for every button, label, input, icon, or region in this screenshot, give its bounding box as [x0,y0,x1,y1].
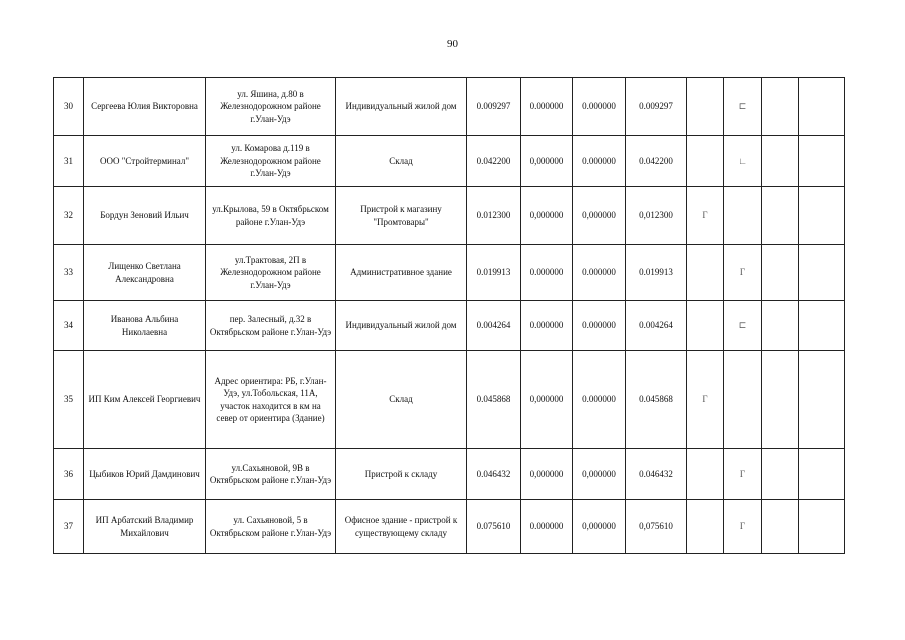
table-row [54,500,845,554]
value-3: 0.000000 [573,351,626,449]
mark-a [687,351,724,449]
value-4: 0.042200 [626,136,687,187]
checkbox-mark-icon: Γ [702,210,708,221]
object-type: Склад [336,136,467,187]
owner-name: Сергеева Юлия Викторовна [84,78,206,136]
mark-b [724,78,762,136]
value-3: 0.000000 [573,136,626,187]
value-2: 0,000000 [521,449,573,500]
empty-cell-1 [762,245,799,301]
object-address: ул.Трактовая, 2П в Железнодорожном районе г.Улан-Удэ [206,245,336,301]
page-number: 90 [447,38,458,50]
value-3: 0.000000 [573,301,626,351]
object-type: Индивидуальный жилой дом [336,301,467,351]
value-2: 0.000000 [521,500,573,554]
table-row [54,136,845,187]
table-row [54,187,845,245]
object-type: Индивидуальный жилой дом [336,78,467,136]
empty-cell-1 [762,449,799,500]
empty-cell-1 [762,351,799,449]
checkbox-mark-icon: ⊏ [738,101,747,112]
value-3: 0.000000 [573,78,626,136]
value-1: 0.045868 [467,351,521,449]
value-4: 0.045868 [626,351,687,449]
mark-a [687,187,724,245]
empty-cell-2 [799,187,845,245]
object-address: Адрес ориентира: РБ, г.Улан-Удэ, ул.Тобольская, 11А, участок находится в км на север от ориентира (Здание) [206,351,336,449]
owner-name: ООО "Стройтерминал" [84,136,206,187]
empty-cell-1 [762,500,799,554]
value-1: 0.019913 [467,245,521,301]
owner-name: Иванова Альбина Николаевна [84,301,206,351]
value-2: 0,000000 [521,351,573,449]
mark-b [724,301,762,351]
mark-a [687,301,724,351]
empty-cell-1 [762,301,799,351]
value-4: 0.009297 [626,78,687,136]
checkbox-mark-icon: Γ [739,521,746,532]
empty-cell-2 [799,301,845,351]
value-4: 0.046432 [626,449,687,500]
value-1: 0.042200 [467,136,521,187]
checkbox-mark-icon: ∟ [738,155,747,166]
object-address: пер. Залесный, д.32 в Октябрьском районе г.Улан-Удэ [206,301,336,351]
row-number: 34 [54,301,84,351]
checkbox-mark-icon: ⊏ [738,320,747,331]
table-row [54,449,845,500]
value-1: 0.009297 [467,78,521,136]
empty-cell-2 [799,500,845,554]
value-3: 0,000000 [573,500,626,554]
value-4: 0,012300 [626,187,687,245]
value-3: 0,000000 [573,187,626,245]
mark-b [724,500,762,554]
value-3: 0,000000 [573,449,626,500]
checkbox-mark-icon: Γ [739,267,746,278]
value-2: 0.000000 [521,301,573,351]
value-4: 0.019913 [626,245,687,301]
empty-cell-1 [762,136,799,187]
value-2: 0,000000 [521,187,573,245]
row-number: 33 [54,245,84,301]
mark-b [724,449,762,500]
empty-cell-1 [762,187,799,245]
empty-cell-2 [799,136,845,187]
value-4: 0,075610 [626,500,687,554]
owner-name: Бордун Зеновий Ильич [84,187,206,245]
value-2: 0.000000 [521,245,573,301]
value-2: 0,000000 [521,136,573,187]
object-address: ул.Крылова, 59 в Октябрьском районе г.Улан-Удэ [206,187,336,245]
object-type: Пристрой к складу [336,449,467,500]
object-type: Пристрой к магазину "Промтовары" [336,187,467,245]
empty-cell-2 [799,449,845,500]
value-1: 0.012300 [467,187,521,245]
table-row [54,245,845,301]
table-row [54,301,845,351]
row-number: 35 [54,351,84,449]
mark-a [687,245,724,301]
table-row [54,78,845,136]
row-number: 36 [54,449,84,500]
object-address: ул. Комарова д.119 в Железнодорожном районе г.Улан-Удэ [206,136,336,187]
mark-b [724,351,762,449]
checkbox-mark-icon: Γ [739,468,746,479]
mark-b [724,136,762,187]
mark-a [687,449,724,500]
row-number: 31 [54,136,84,187]
owner-name: ИП Арбатский Владимир Михайлович [84,500,206,554]
owner-name: ИП Ким Алексей Георгиевич [84,351,206,449]
mark-b [724,245,762,301]
object-address: ул. Яшина, д.80 в Железнодорожном районе г.Улан-Удэ [206,78,336,136]
value-2: 0.000000 [521,78,573,136]
value-4: 0.004264 [626,301,687,351]
empty-cell-2 [799,78,845,136]
mark-a [687,500,724,554]
mark-a [687,136,724,187]
value-1: 0.075610 [467,500,521,554]
owner-name: Цыбиков Юрий Дамдинович [84,449,206,500]
object-address: ул.Сахьяновой, 9В в Октябрьском районе г.Улан-Удэ [206,449,336,500]
empty-cell-2 [799,351,845,449]
row-number: 37 [54,500,84,554]
value-3: 0.000000 [573,245,626,301]
object-type: Офисное здание - пристрой к существующему складу [336,500,467,554]
mark-b [724,187,762,245]
object-type: Административное здание [336,245,467,301]
table-row [54,351,845,449]
value-1: 0.046432 [467,449,521,500]
mark-a [687,78,724,136]
owner-name: Лищенко Светлана Александровна [84,245,206,301]
object-address: ул. Сахьяновой, 5 в Октябрьском районе г.Улан-Удэ [206,500,336,554]
checkbox-mark-icon: Γ [702,394,708,405]
registry-table [53,77,845,554]
row-number: 30 [54,78,84,136]
value-1: 0.004264 [467,301,521,351]
empty-cell-2 [799,245,845,301]
object-type: Склад [336,351,467,449]
row-number: 32 [54,187,84,245]
empty-cell-1 [762,78,799,136]
